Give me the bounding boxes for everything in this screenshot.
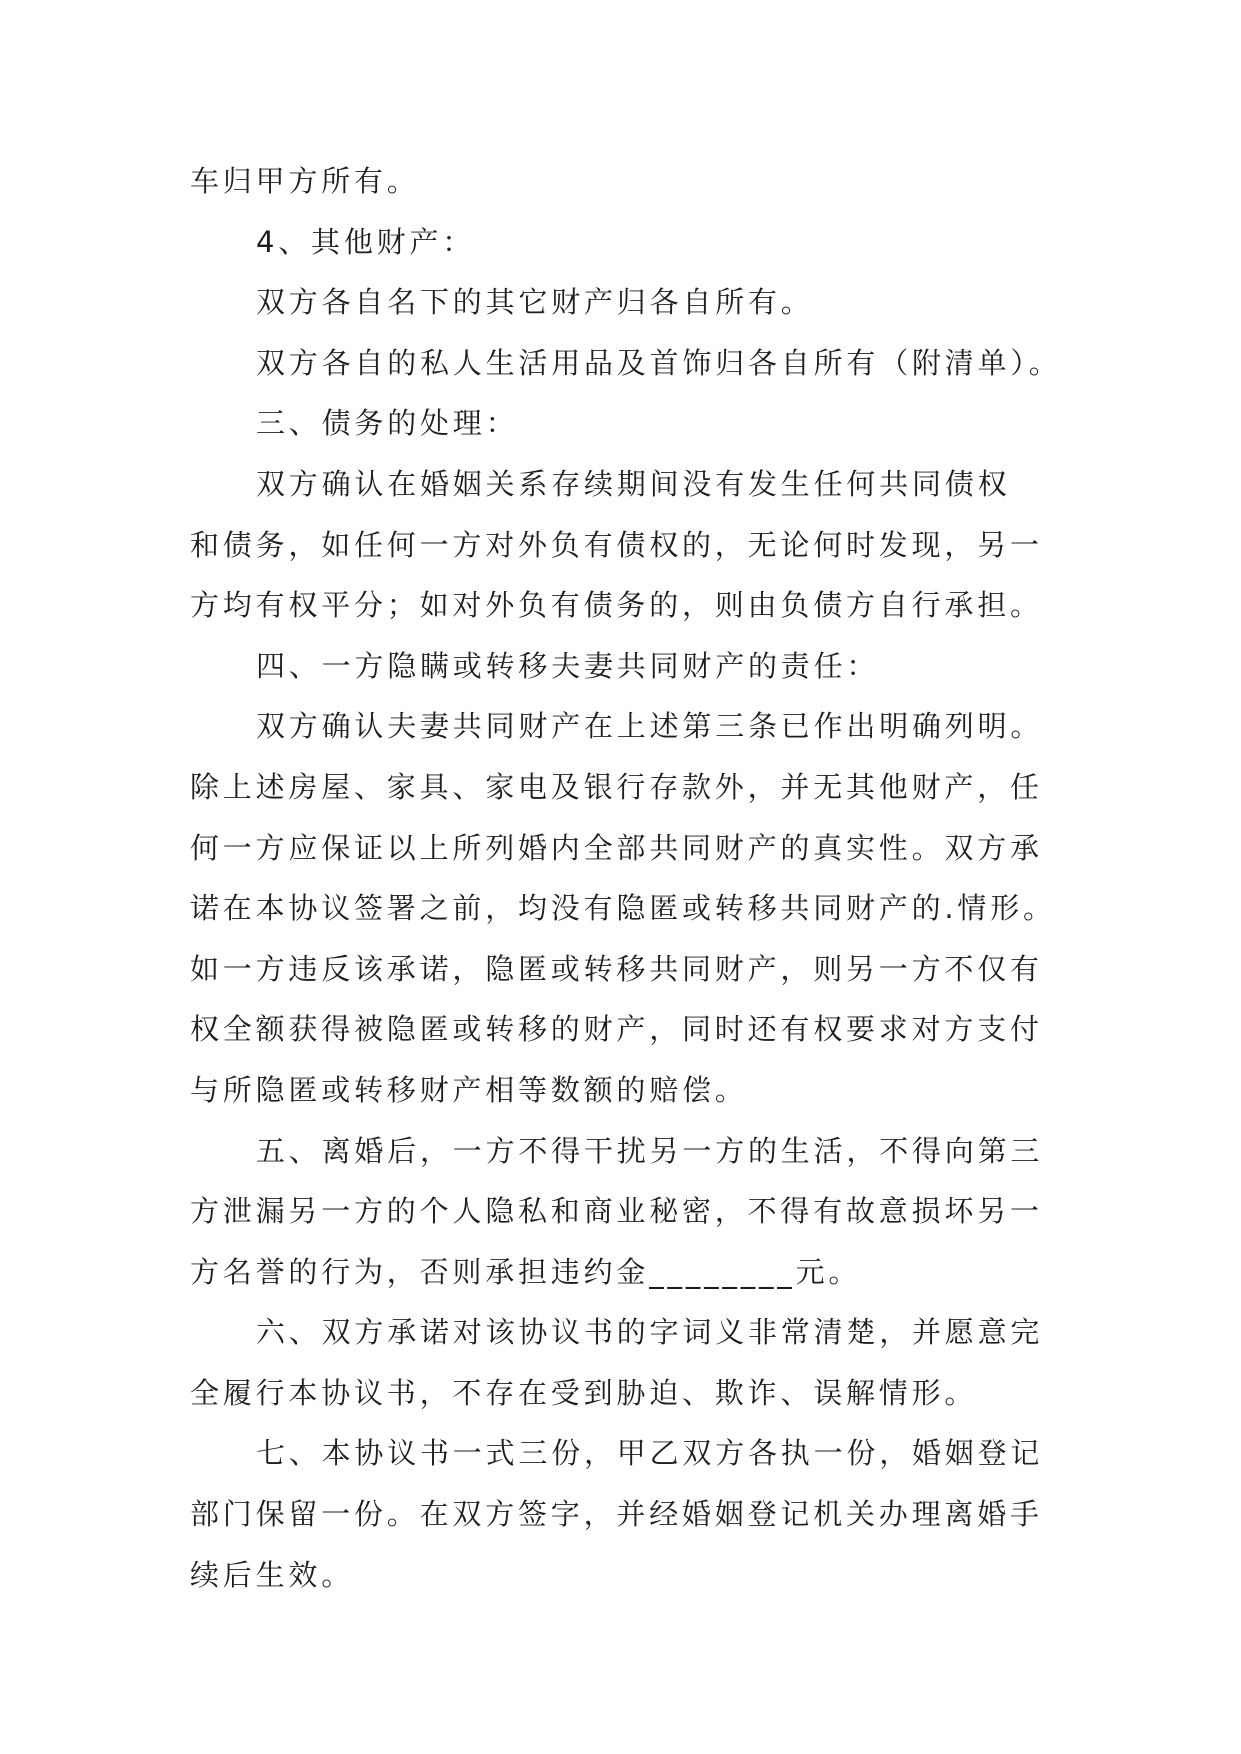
paragraph-debts bbox=[190, 454, 1070, 636]
text-line: 四、一方隐瞒或转移夫妻共同财产的责任： bbox=[256, 648, 880, 683]
text-line: 双方确认在婚姻关系存续期间没有发生任何共同债权 bbox=[256, 466, 1011, 501]
text-line: 车归甲方所有。 bbox=[190, 164, 420, 198]
text-line: 双方确认夫妻共同财产在上述第三条已作出明确列明。 bbox=[256, 709, 1044, 744]
text-line: 五、离婚后，一方不得干扰另一方的生活，不得向第三 bbox=[256, 1133, 1044, 1168]
text-line: 诺在本协议签署之前，均没有隐匿或转移共同财产的.情形。 bbox=[190, 891, 1056, 926]
paragraph-non-interference bbox=[190, 1121, 1070, 1303]
paragraph-concealment-liability bbox=[190, 696, 1070, 1120]
text-line: 双方各自的私人生活用品及首饰归各自所有（附清单）。 bbox=[256, 345, 1062, 380]
document-body bbox=[190, 151, 1070, 1605]
text-line: 双方各自名下的其它财产归各自所有。 bbox=[256, 285, 814, 320]
text-line: 4、其他财产： bbox=[256, 224, 476, 259]
heading-other-property bbox=[190, 212, 1070, 273]
paragraph-car-ownership bbox=[190, 151, 1070, 212]
text-line: 方名誉的行为，否则承担违约金________元。 bbox=[190, 1254, 862, 1289]
text-line: 部门保留一份。在双方签字，并经婚姻登记机关办理离婚手 bbox=[190, 1497, 1043, 1532]
paragraph-personal-items bbox=[190, 333, 1070, 394]
text-line: 方泄漏另一方的个人隐私和商业秘密，不得有故意损坏另一 bbox=[190, 1194, 1043, 1229]
text-line: 除上述房屋、家具、家电及银行存款外，并无其他财产，任 bbox=[190, 769, 1043, 804]
text-line: 权全额获得被隐匿或转移的财产，同时还有权要求对方支付 bbox=[190, 1012, 1043, 1047]
paragraph-understanding bbox=[190, 1302, 1070, 1423]
heading-concealment-liability bbox=[190, 636, 1070, 697]
text-line: 和债务，如任何一方对外负有债权的，无论何时发现，另一 bbox=[190, 527, 1043, 562]
text-line: 方均有权平分；如对外负有债务的，则由负债方自行承担。 bbox=[190, 588, 1043, 623]
text-line: 全履行本协议书，不存在受到胁迫、欺诈、误解情形。 bbox=[190, 1375, 978, 1410]
heading-debts bbox=[190, 393, 1070, 454]
text-line: 六、双方承诺对该协议书的字词义非常清楚，并愿意完 bbox=[256, 1315, 1044, 1350]
text-line: 与所隐匿或转移财产相等数额的赔偿。 bbox=[190, 1072, 748, 1107]
text-line: 如一方违反该承诺，隐匿或转移共同财产，则另一方不仅有 bbox=[190, 951, 1043, 986]
paragraph-copies-effectiveness bbox=[190, 1423, 1070, 1605]
paragraph-other-property bbox=[190, 272, 1070, 333]
text-line: 七、本协议书一式三份，甲乙双方各执一份，婚姻登记 bbox=[256, 1436, 1044, 1471]
text-line: 续后生效。 bbox=[190, 1557, 355, 1592]
text-line: 何一方应保证以上所列婚内全部共同财产的真实性。双方承 bbox=[190, 830, 1043, 865]
text-line: 三、债务的处理： bbox=[256, 406, 519, 441]
